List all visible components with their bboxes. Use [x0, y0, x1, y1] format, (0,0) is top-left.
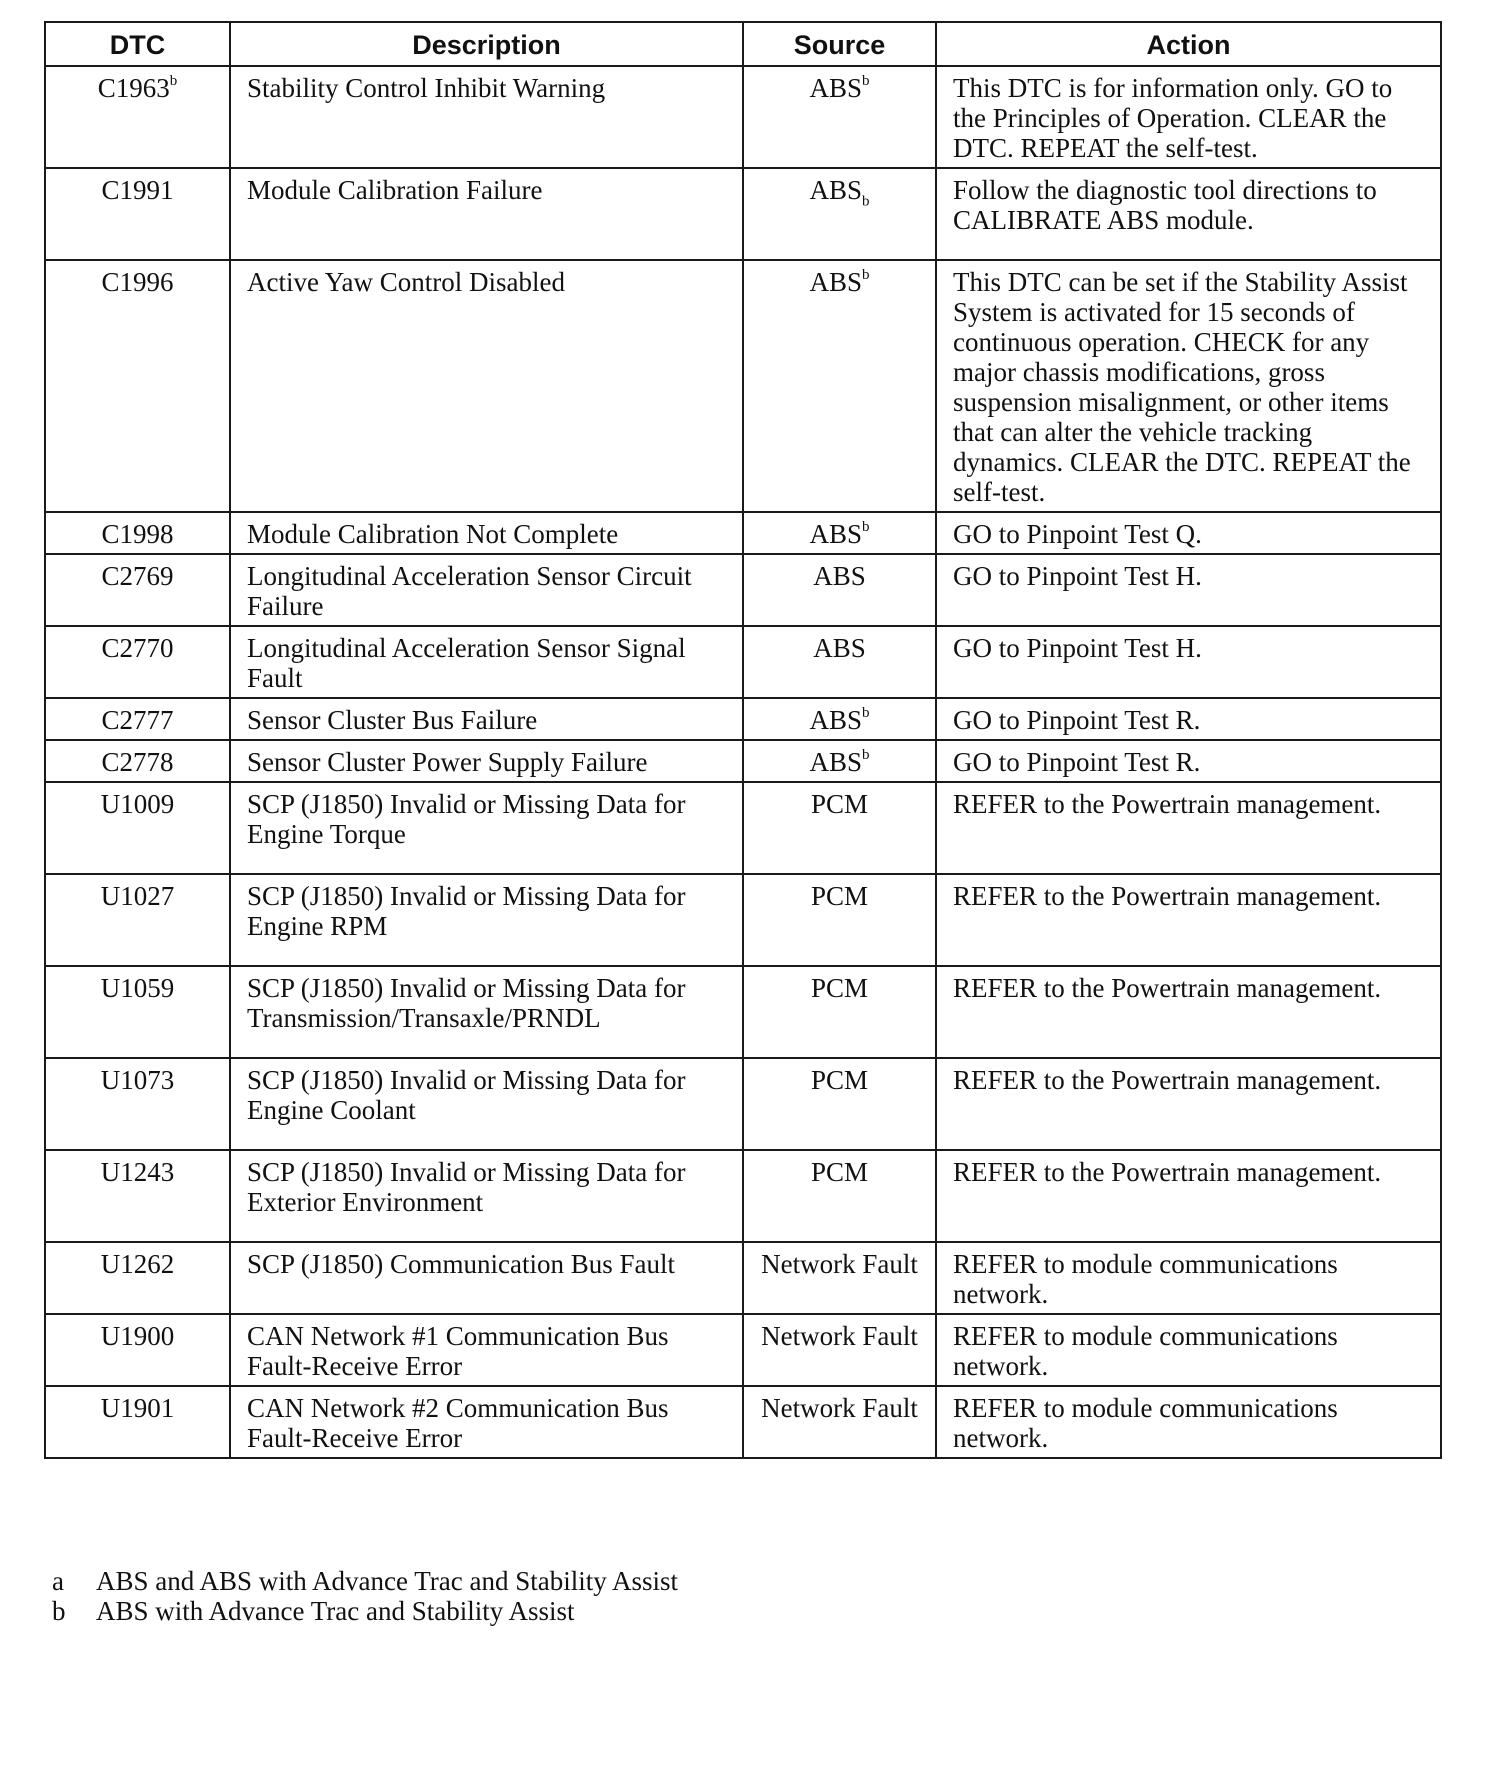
dtc-cell	[45, 782, 230, 874]
source-label: Network Fault	[761, 1321, 918, 1351]
table-row	[45, 874, 1441, 966]
header-source: Source	[743, 22, 936, 66]
footnote	[52, 1596, 678, 1626]
action-cell: REFER to the Powertrain management.	[936, 1150, 1441, 1242]
source-label: ABS	[809, 747, 863, 777]
dtc-code: C1998	[101, 519, 174, 549]
description-cell: Active Yaw Control Disabled	[230, 260, 743, 512]
table-row	[45, 168, 1441, 260]
action-cell: REFER to the Powertrain management.	[936, 1058, 1441, 1150]
source-cell	[743, 66, 936, 168]
description-cell: SCP (J1850) Invalid or Missing Data for Transmission/Transaxle/PRNDL	[230, 966, 743, 1058]
dtc-cell	[45, 554, 230, 626]
source-cell	[743, 1386, 936, 1458]
source-cell	[743, 168, 936, 260]
source-cell	[743, 698, 936, 740]
description-cell: SCP (J1850) Invalid or Missing Data for Engine Coolant	[230, 1058, 743, 1150]
action-cell: GO to Pinpoint Test R.	[936, 740, 1441, 782]
source-label: PCM	[810, 789, 869, 819]
source-cell	[743, 260, 936, 512]
footnotes	[52, 1566, 678, 1626]
source-cell	[743, 966, 936, 1058]
source-footnote-mark: b	[862, 747, 870, 763]
dtc-code: U1243	[100, 1157, 175, 1187]
dtc-cell	[45, 874, 230, 966]
action-cell: REFER to the Powertrain management.	[936, 874, 1441, 966]
dtc-cell	[45, 1242, 230, 1314]
dtc-code: U1059	[100, 973, 175, 1003]
dtc-cell	[45, 512, 230, 554]
table-row	[45, 626, 1441, 698]
dtc-code: U1073	[100, 1065, 175, 1095]
source-cell	[743, 740, 936, 782]
source-label: ABS	[809, 73, 863, 103]
dtc-code: C2770	[101, 633, 174, 663]
action-cell: GO to Pinpoint Test H.	[936, 554, 1441, 626]
description-cell: Longitudinal Acceleration Sensor Signal Fault	[230, 626, 743, 698]
dtc-cell	[45, 1150, 230, 1242]
dtc-cell	[45, 626, 230, 698]
description-cell: Stability Control Inhibit Warning	[230, 66, 743, 168]
description-cell: CAN Network #2 Communication Bus Fault-Receive Error	[230, 1386, 743, 1458]
source-label: PCM	[810, 1065, 869, 1095]
dtc-table	[44, 21, 1442, 1459]
source-label: ABS	[809, 705, 863, 735]
table-row	[45, 740, 1441, 782]
action-cell: GO to Pinpoint Test H.	[936, 626, 1441, 698]
table-row	[45, 1386, 1441, 1458]
dtc-code: C1996	[101, 267, 174, 297]
table-row	[45, 966, 1441, 1058]
table-row	[45, 1150, 1441, 1242]
dtc-cell	[45, 1386, 230, 1458]
description-cell: SCP (J1850) Communication Bus Fault	[230, 1242, 743, 1314]
dtc-code: U1262	[100, 1249, 175, 1279]
action-cell: REFER to module communications network.	[936, 1386, 1441, 1458]
source-footnote-mark: b	[862, 705, 870, 721]
description-cell: SCP (J1850) Invalid or Missing Data for Engine RPM	[230, 874, 743, 966]
dtc-cell	[45, 260, 230, 512]
dtc-cell	[45, 1058, 230, 1150]
table-body	[45, 66, 1441, 1458]
dtc-code: C2778	[101, 747, 174, 777]
source-cell	[743, 1242, 936, 1314]
table-row	[45, 66, 1441, 168]
dtc-cell	[45, 698, 230, 740]
source-label: Network Fault	[761, 1249, 918, 1279]
source-label: ABS	[809, 519, 863, 549]
footnote-mark: b	[52, 1596, 66, 1626]
source-footnote-mark: b	[862, 267, 870, 283]
action-cell: Follow the diagnostic tool directions to CALIBRATE ABS module.	[936, 168, 1441, 260]
dtc-cell	[45, 1314, 230, 1386]
description-cell: SCP (J1850) Invalid or Missing Data for Exterior Environment	[230, 1150, 743, 1242]
dtc-cell	[45, 168, 230, 260]
source-footnote-mark: b	[862, 193, 870, 210]
action-cell: REFER to the Powertrain management.	[936, 966, 1441, 1058]
source-label: PCM	[810, 1157, 869, 1187]
source-label: ABS	[813, 561, 866, 591]
description-cell: Module Calibration Failure	[230, 168, 743, 260]
source-cell	[743, 1058, 936, 1150]
footnote	[52, 1566, 678, 1596]
dtc-code: C1963	[97, 73, 170, 103]
source-label: Network Fault	[761, 1393, 918, 1423]
action-cell: REFER to module communications network.	[936, 1314, 1441, 1386]
dtc-cell	[45, 966, 230, 1058]
source-label: PCM	[810, 973, 869, 1003]
dtc-code: U1901	[100, 1393, 175, 1423]
action-cell: This DTC can be set if the Stability Assist System is activated for 15 seconds of continuous operation. CHECK for any major chassis modifications, gross suspension misalignment, or other items that can alter the vehicle tracking dynamics. CLEAR the DTC. REPEAT the self-test.	[936, 260, 1441, 512]
dtc-cell	[45, 66, 230, 168]
dtc-code: U1027	[100, 881, 175, 911]
footnote-mark: a	[52, 1566, 64, 1596]
table-row	[45, 782, 1441, 874]
dtc-code: C1991	[101, 175, 174, 205]
source-cell	[743, 1314, 936, 1386]
source-cell	[743, 626, 936, 698]
table-row	[45, 1314, 1441, 1386]
header-action: Action	[936, 22, 1441, 66]
description-cell: Longitudinal Acceleration Sensor Circuit Failure	[230, 554, 743, 626]
source-label: PCM	[810, 881, 869, 911]
table-row	[45, 1242, 1441, 1314]
dtc-footnote-mark: b	[169, 73, 178, 89]
source-footnote-mark: b	[862, 519, 870, 535]
action-cell: REFER to module communications network.	[936, 1242, 1441, 1314]
action-cell: REFER to the Powertrain management.	[936, 782, 1441, 874]
description-cell: Sensor Cluster Power Supply Failure	[230, 740, 743, 782]
source-label: ABS	[809, 175, 863, 205]
dtc-code: U1900	[100, 1321, 175, 1351]
dtc-code: C2777	[101, 705, 174, 735]
description-cell: SCP (J1850) Invalid or Missing Data for Engine Torque	[230, 782, 743, 874]
table-row	[45, 698, 1441, 740]
table-row	[45, 1058, 1441, 1150]
source-label: ABS	[809, 267, 863, 297]
table-row	[45, 512, 1441, 554]
description-cell: Module Calibration Not Complete	[230, 512, 743, 554]
header-description: Description	[230, 22, 743, 66]
source-cell	[743, 512, 936, 554]
source-cell	[743, 1150, 936, 1242]
dtc-code: C2769	[101, 561, 174, 591]
source-footnote-mark: b	[862, 73, 870, 89]
source-cell	[743, 874, 936, 966]
table-header-row	[45, 22, 1441, 66]
header-dtc: DTC	[45, 22, 230, 66]
description-cell: Sensor Cluster Bus Failure	[230, 698, 743, 740]
description-cell: CAN Network #1 Communication Bus Fault-Receive Error	[230, 1314, 743, 1386]
dtc-code: U1009	[100, 789, 175, 819]
action-cell: GO to Pinpoint Test Q.	[936, 512, 1441, 554]
footnote-text: ABS and ABS with Advance Trac and Stability Assist	[96, 1566, 679, 1596]
table-row	[45, 554, 1441, 626]
action-cell: GO to Pinpoint Test R.	[936, 698, 1441, 740]
dtc-cell	[45, 740, 230, 782]
footnote-text: ABS with Advance Trac and Stability Assist	[96, 1596, 575, 1626]
action-cell: This DTC is for information only. GO to the Principles of Operation. CLEAR the DTC. REPEAT the self-test.	[936, 66, 1441, 168]
source-cell	[743, 782, 936, 874]
table-row	[45, 260, 1441, 512]
source-cell	[743, 554, 936, 626]
source-label: ABS	[813, 633, 866, 663]
